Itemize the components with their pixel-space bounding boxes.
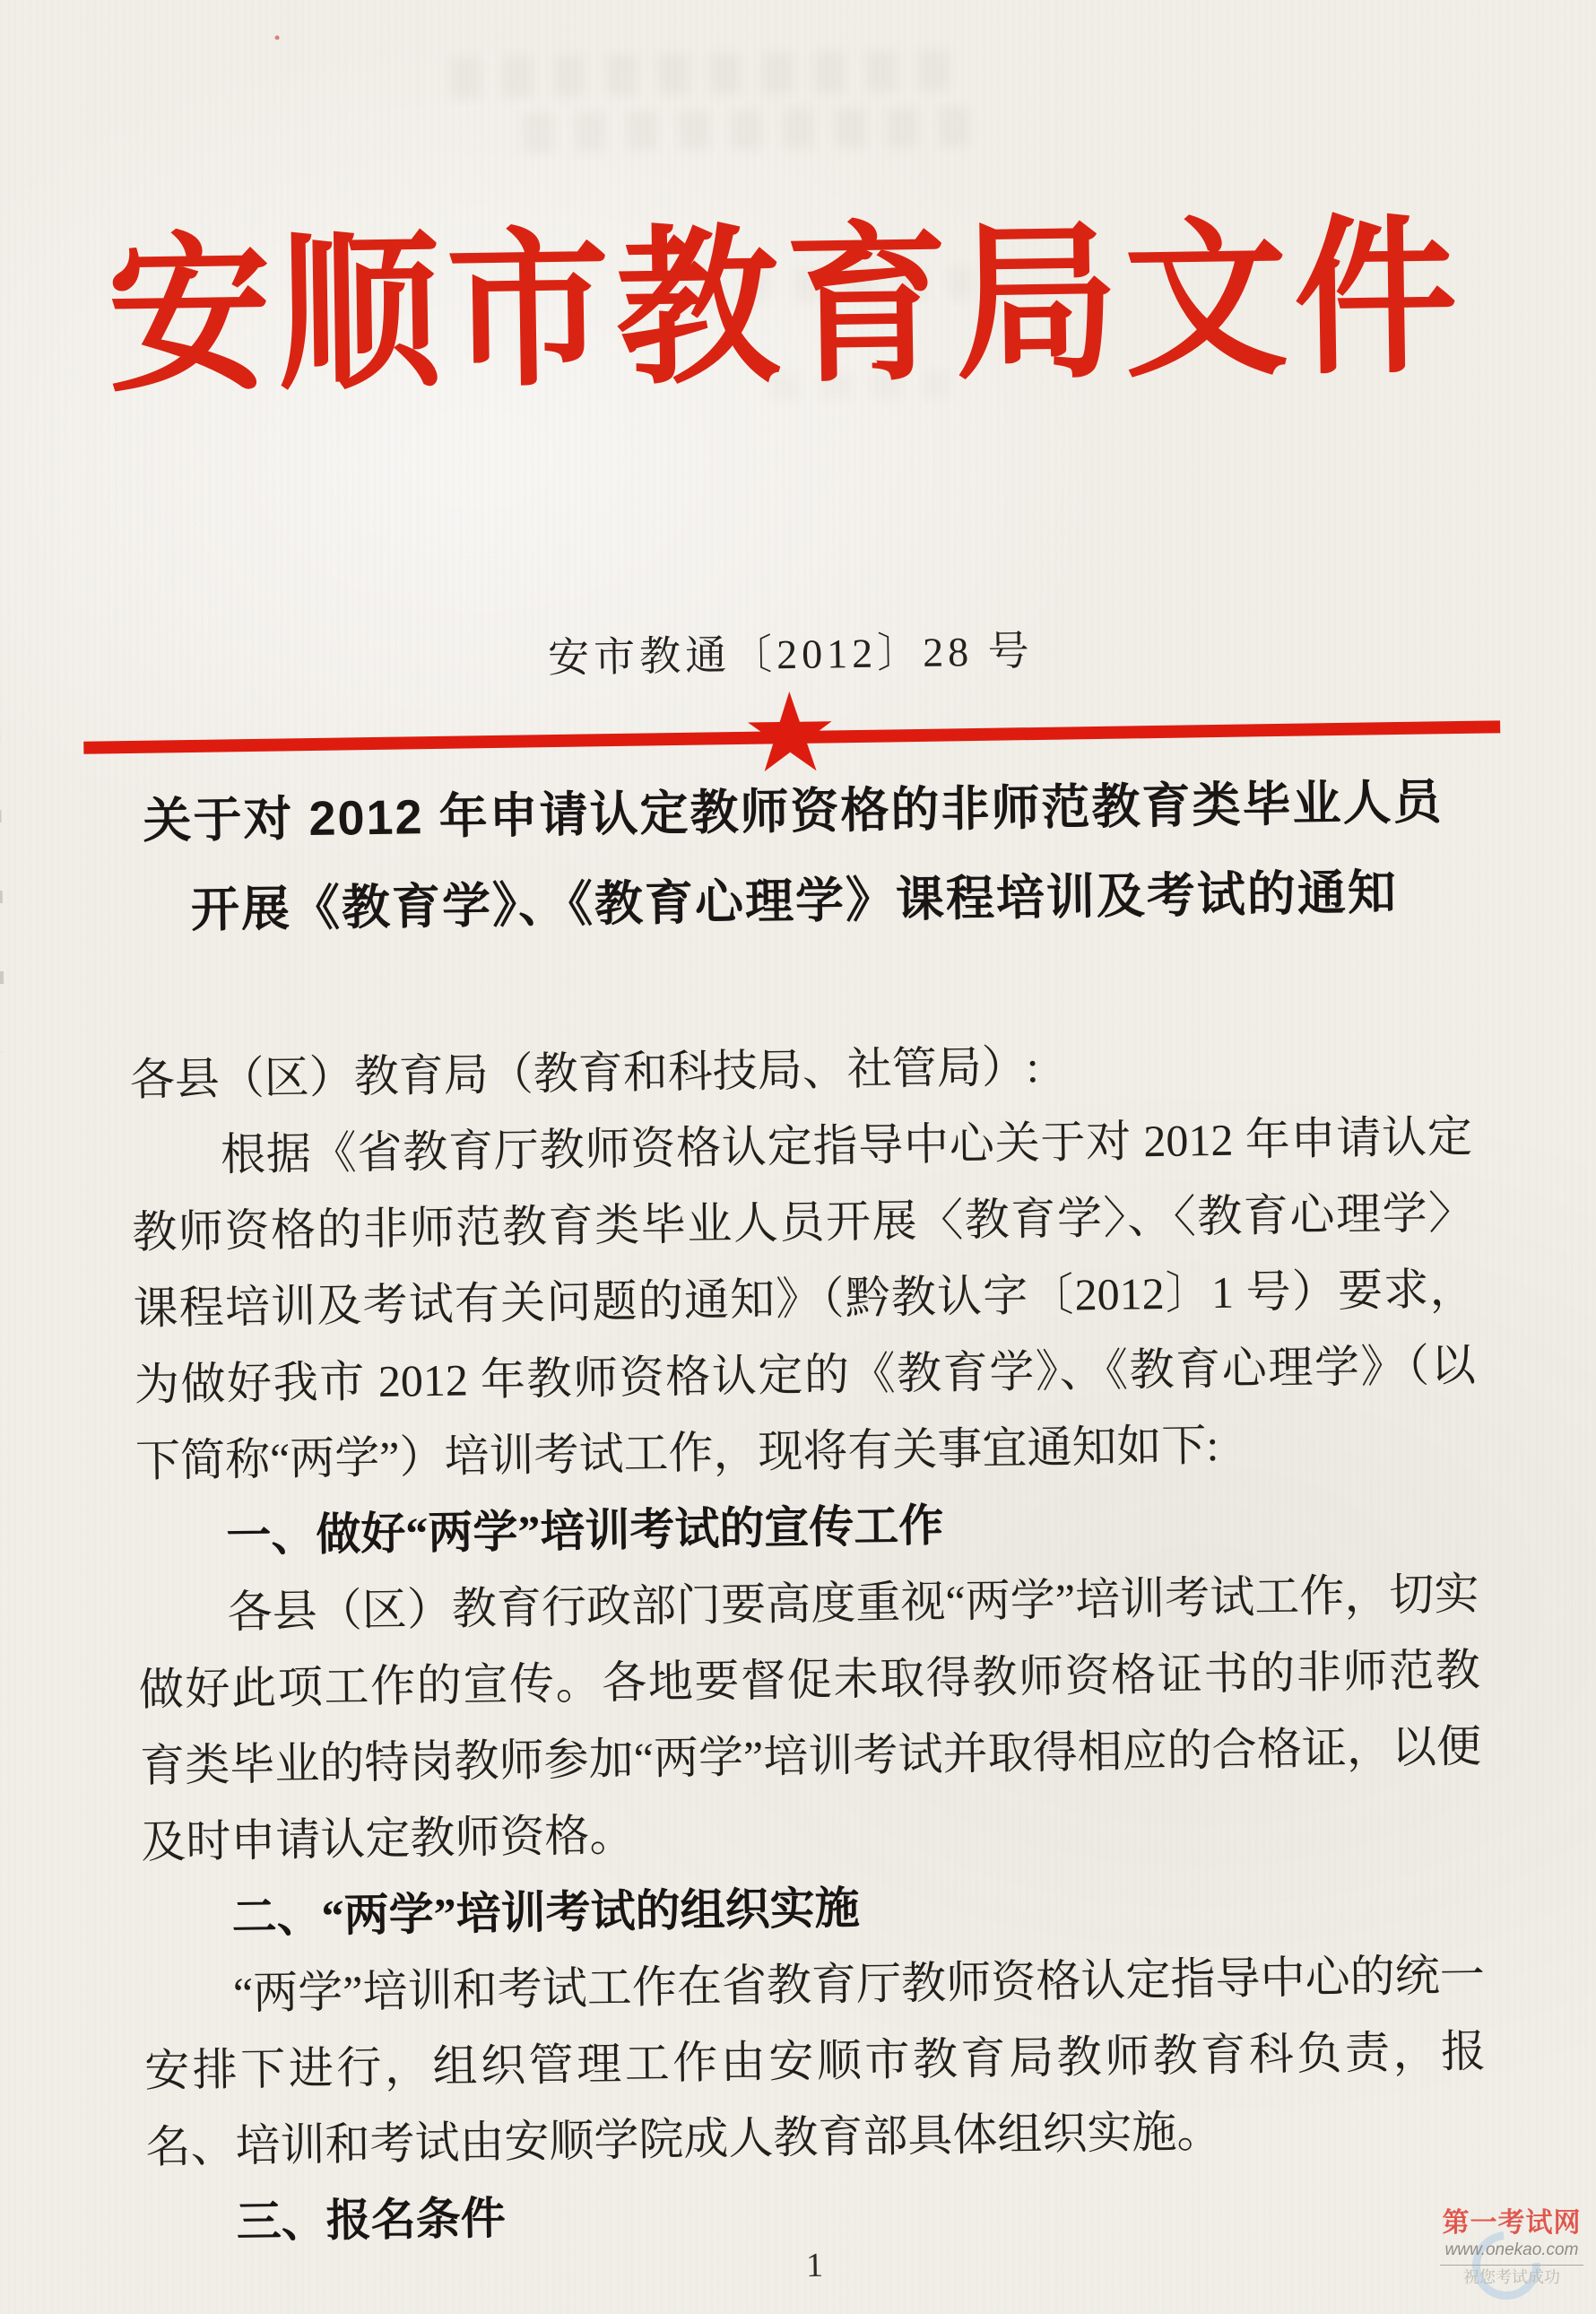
section-heading-1: 一、做好“两学”培训考试的宣传工作 <box>225 1500 944 1562</box>
star-icon: ★ <box>740 668 840 798</box>
paragraph: 各县（区）教育行政部门要高度重视“两学”培训考试工作，切实做好此项工作的宣传。各地要督促未取得教师资格证书的非师范教育类毕业的特岗教师参加“两学”培训考试并取得相应的合格证，以便及时申请认定教师资格。 <box>138 1568 1482 1867</box>
bleed-through-artifact <box>450 49 953 98</box>
watermark-slogan: 祝您考试成功 <box>1463 2268 1560 2287</box>
section-heading-2: 二、“两学”培训考试的组织实施 <box>231 1883 861 1943</box>
section-heading-3: 三、报名条件 <box>236 2192 507 2248</box>
paragraph: “两学”培训和考试工作在省教育厅教师资格认定指导中心的统一安排下进行，组织管理工作由安顺市教育局教师教育科负责，报名、培训和考试由安顺学院成人教育部具体组织实施。 <box>143 1949 1487 2172</box>
salutation: 各县（区）教育局（教育和科技局、社管局）: <box>129 1041 1040 1106</box>
watermark-site-name: 第一考试网 <box>1442 2208 1582 2239</box>
watermark-divider <box>1440 2265 1583 2266</box>
page-number: 1 <box>805 2246 824 2285</box>
title-line-1: 关于对 2012 年申请认定教师资格的非师范教育类毕业人员 <box>143 775 1444 848</box>
title-line-2: 开展《教育学》、《教育心理学》课程培训及考试的通知 <box>190 866 1399 938</box>
document-body <box>129 1022 1488 2262</box>
bleed-through-artifact <box>523 107 990 153</box>
doc-number: 安市教通〔2012〕28 号 <box>547 628 1034 682</box>
watermark-url: www.onekao.com <box>1444 2240 1579 2260</box>
paragraph: 根据《省教育厅教师资格认定指导中心关于对 2012 年申请认定教师资格的非师范教育类毕业人员开展〈教育学〉、〈教育心理学〉课程培训及考试有关问题的通知》（黔教认字〔2012〕1 号）要求，为做好我市 2012 年教师资格认定的《教育学》、《教育心理学》（以下简称“两学”）培训考试工作，现将有关事宜通知如下: <box>131 1110 1477 1486</box>
red-divider <box>83 668 1500 798</box>
watermark <box>1431 2208 1592 2287</box>
red-speck-artifact <box>275 35 280 39</box>
agency-header: 安顺市教育局文件 <box>106 204 1465 413</box>
